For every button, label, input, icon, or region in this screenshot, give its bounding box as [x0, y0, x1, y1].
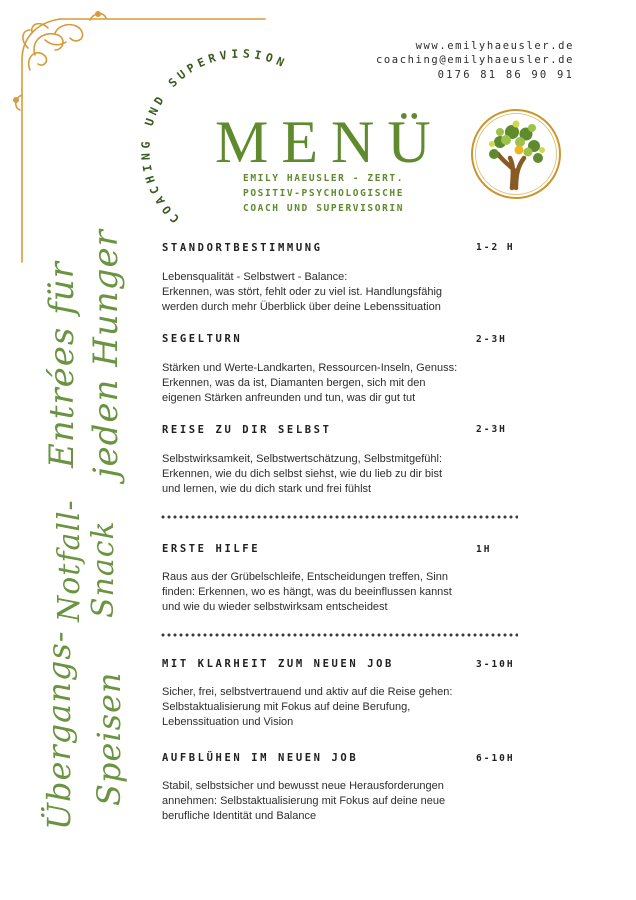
- description-line: Lebensqualität - Selbstwert - Balance:: [162, 271, 348, 283]
- menu-item-description: [162, 779, 462, 824]
- dotted-divider: [160, 515, 518, 519]
- description-line: und lernen, wie du dich stark und frei fühlst: [162, 483, 372, 495]
- menu-item-title: MIT KLARHEIT ZUM NEUEN JOB: [162, 658, 394, 670]
- subtitle-line-2: POSITIV-PSYCHOLOGISCHE: [243, 188, 405, 199]
- description-line: Stärken und Werte-Landkarten, Ressourcen-Inseln, Genuss:: [162, 362, 458, 374]
- section-label-notfall: [52, 499, 87, 622]
- description-line: Erkennen, was da ist, Diamanten bergen, sich mit den: [162, 377, 426, 389]
- description-line: Erkennen, wie du dich selbst siehst, wie du lieb zu dir bist: [162, 468, 443, 480]
- website-link[interactable]: www.emilyhaeusler.de: [415, 40, 574, 52]
- menu-item-duration: 2-3H: [476, 334, 507, 345]
- description-line: und wie du wieder selbstwirksam entscheidest: [162, 601, 388, 613]
- section-label-uebergang-line2: Speisen: [90, 671, 128, 806]
- description-line: Lebenssituation und Vision: [162, 716, 294, 728]
- description-line: werden durch mehr Überblick über deine Lebenssituation: [162, 301, 441, 313]
- description-line: Sicher, frei, selbstvertrauend und aktiv auf die Reise gehen:: [162, 686, 453, 698]
- menu-item-duration: 1-2 H: [476, 242, 515, 253]
- description-line: berufliche Identität und Balance: [162, 810, 317, 822]
- email-link[interactable]: coaching@emilyhaeusler.de: [375, 54, 574, 66]
- section-label-uebergang-line1: Übergangs-: [40, 630, 78, 830]
- menu-item-title: STANDORTBESTIMMUNG: [162, 242, 323, 254]
- menu-item-duration: 3-10H: [476, 659, 515, 670]
- menu-item-duration: 6-10H: [476, 753, 515, 764]
- subtitle-line-1: EMILY HAEUSLER - ZERT.: [243, 173, 405, 184]
- menu-item-description: [162, 361, 462, 406]
- dotted-divider: [160, 633, 518, 637]
- menu-item-title: SEGELTURN: [162, 333, 243, 345]
- section-label-entrees-line2: jeden Hunger: [86, 229, 126, 478]
- menu-item-description: [162, 270, 462, 315]
- description-line: eigenen Stärken anfreunden und tun, was dir gut tut: [162, 392, 416, 404]
- section-label-entrees-line1: Entrées für: [42, 261, 82, 468]
- menu-item-duration: 1H: [476, 544, 492, 555]
- section-label-uebergang-2: [90, 671, 128, 806]
- menu-item-duration: 2-3H: [476, 424, 507, 435]
- menu-item-description: [162, 685, 462, 730]
- subtitle-line-3: COACH UND SUPERVISORIN: [243, 203, 405, 214]
- section-label-notfall-line2: Snack: [86, 520, 121, 618]
- menu-item-title: ERSTE HILFE: [162, 543, 261, 555]
- menu-item-title: REISE ZU DIR SELBST: [162, 424, 332, 436]
- description-line: Selbstaktualisierung mit Fokus auf deine Berufung,: [162, 701, 411, 713]
- arc-heading-text: COACHING UND SUPERVISION: [138, 46, 291, 226]
- menu-item-description: [162, 452, 462, 497]
- section-label-entrees: [42, 261, 82, 468]
- description-line: Stabil, selbstsicher und bewusst neue Herausforderungen: [162, 780, 444, 792]
- section-label-uebergang: [40, 630, 78, 830]
- description-line: annehmen: Selbstaktualisierung mit Fokus auf deine neue: [162, 795, 446, 807]
- page-title: MENÜ: [215, 109, 444, 175]
- description-line: Erkennen, was stört, fehlt oder zu viel ist. Handlungsfähig: [162, 286, 443, 298]
- phone-number: 0176 81 86 90 91: [437, 69, 574, 81]
- description-line: Raus aus der Grübelschleife, Entscheidungen treffen, Sinn: [162, 571, 448, 583]
- description-line: finden: Erkennen, wo es hängt, was du beeinflussen kannst: [162, 586, 452, 598]
- section-label-notfall-2: [86, 520, 121, 618]
- section-label-entrees-2: [86, 229, 126, 478]
- menu-item-title: AUFBLÜHEN IM NEUEN JOB: [162, 752, 359, 764]
- menu-item-description: [162, 570, 462, 615]
- section-label-notfall-line1: Notfall-: [52, 499, 87, 622]
- tree-logo-icon: [470, 108, 562, 200]
- description-line: Selbstwirksamkeit, Selbstwertschätzung, Selbstmitgefühl:: [162, 453, 443, 465]
